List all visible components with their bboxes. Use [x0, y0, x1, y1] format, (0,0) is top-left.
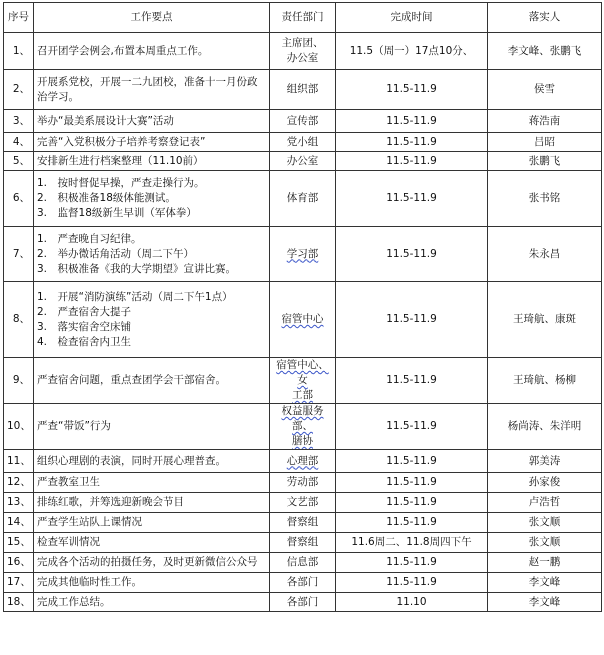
dept-line: 宣传部	[286, 114, 319, 127]
dept-line: 膳协	[292, 435, 313, 447]
row-number: 6、	[4, 171, 34, 227]
task-cell	[34, 593, 270, 612]
owner-cell: 李文峰、张鹏飞	[488, 33, 602, 70]
dept-cell	[270, 33, 336, 70]
time-cell: 11.5（周一）17点10分、	[336, 33, 488, 70]
task-line: 检查军训情况	[37, 536, 100, 548]
dept-line: 工部	[292, 389, 313, 401]
dept-line: 劳动部	[286, 476, 319, 488]
table-row	[4, 33, 602, 70]
task-cell	[34, 282, 270, 358]
owner-cell: 吕昭	[488, 133, 602, 152]
dept-line: 文艺部	[286, 496, 319, 508]
row-number: 16、	[4, 553, 34, 573]
dept-cell	[270, 573, 336, 593]
dept-cell	[270, 358, 336, 404]
time-cell: 11.5-11.9	[336, 70, 488, 110]
row-number: 7、	[4, 227, 34, 282]
dept-cell	[270, 513, 336, 533]
table-row	[4, 473, 602, 493]
table-row	[4, 533, 602, 553]
table-row	[4, 450, 602, 473]
dept-cell	[270, 110, 336, 133]
time-cell: 11.5-11.9	[336, 227, 488, 282]
task-line: 1. 严查晚自习纪律。	[37, 232, 142, 245]
dept-line: 督察组	[286, 516, 319, 528]
task-line: 排练红歌，并筹选迎新晚会节目	[37, 496, 184, 508]
task-line: 3. 积极准备《我的大学期望》宣讲比赛。	[37, 262, 237, 275]
task-line: 召开团学会例会,布置本周重点工作。	[37, 44, 209, 57]
task-cell	[34, 450, 270, 473]
time-cell: 11.5-11.9	[336, 110, 488, 133]
work-plan-table	[3, 2, 602, 612]
dept-line: 党小组	[286, 135, 319, 148]
time-cell: 11.5-11.9	[336, 404, 488, 450]
row-number: 17、	[4, 573, 34, 593]
time-cell: 11.5-11.9	[336, 553, 488, 573]
table-row	[4, 358, 602, 404]
task-cell	[34, 358, 270, 404]
dept-cell	[270, 404, 336, 450]
task-cell	[34, 171, 270, 227]
owner-cell: 杨尚涛、朱洋明	[488, 404, 602, 450]
row-number: 9、	[4, 358, 34, 404]
row-number: 12、	[4, 473, 34, 493]
row-number: 18、	[4, 593, 34, 612]
dept-line: 办公室	[286, 154, 319, 167]
table-row	[4, 553, 602, 573]
dept-cell	[270, 450, 336, 473]
owner-cell: 朱永昌	[488, 227, 602, 282]
time-cell: 11.5-11.9	[336, 152, 488, 171]
owner-cell: 李文峰	[488, 573, 602, 593]
dept-line: 心理部	[286, 454, 319, 467]
task-cell	[34, 110, 270, 133]
row-number: 2、	[4, 70, 34, 110]
table-header-row	[4, 3, 602, 33]
task-line: 完善“入党积极分子培养考察登记表”	[37, 135, 206, 148]
dept-cell	[270, 473, 336, 493]
row-number: 4、	[4, 133, 34, 152]
dept-line: 各部门	[286, 576, 319, 588]
header-time: 完成时间	[336, 3, 488, 33]
row-number: 5、	[4, 152, 34, 171]
dept-line: 各部门	[286, 595, 319, 608]
task-line: 3. 监督18级新生早训（军体拳）	[37, 207, 197, 219]
task-line: 严查学生站队上课情况	[37, 516, 142, 528]
dept-cell	[270, 70, 336, 110]
time-cell: 11.5-11.9	[336, 450, 488, 473]
task-line: 1. 开展“消防演练”活动（周二下午1点）	[37, 290, 233, 303]
owner-cell: 孙家俊	[488, 473, 602, 493]
header-num: 序号	[4, 3, 34, 33]
table-row	[4, 573, 602, 593]
dept-cell	[270, 171, 336, 227]
owner-cell: 张文顺	[488, 533, 602, 553]
row-number: 11、	[4, 450, 34, 473]
dept-cell	[270, 553, 336, 573]
task-line: 治学习。	[37, 90, 79, 103]
owner-cell: 赵一鹏	[488, 553, 602, 573]
task-cell	[34, 473, 270, 493]
table-row	[4, 282, 602, 358]
table-row	[4, 152, 602, 171]
task-cell	[34, 513, 270, 533]
owner-cell: 侯雪	[488, 70, 602, 110]
owner-cell: 蒋浩南	[488, 110, 602, 133]
dept-line: 体育部	[286, 192, 319, 204]
table-row	[4, 70, 602, 110]
owner-cell: 王琦航、杨柳	[488, 358, 602, 404]
task-cell	[34, 553, 270, 573]
owner-cell: 张文顺	[488, 513, 602, 533]
task-line: 严查宿舍问题，重点查团学会干部宿舍。	[37, 374, 226, 386]
time-cell: 11.5-11.9	[336, 133, 488, 152]
task-line: 4. 检查宿舍内卫生	[37, 335, 132, 348]
row-number: 3、	[4, 110, 34, 133]
row-number: 1、	[4, 33, 34, 70]
dept-line: 督察组	[286, 536, 319, 548]
dept-line: 组织部	[286, 83, 319, 95]
task-line: 完成各个活动的拍摄任务，及时更新微信公众号	[37, 556, 258, 568]
owner-cell: 张鹏飞	[488, 152, 602, 171]
dept-cell	[270, 227, 336, 282]
row-number: 8、	[4, 282, 34, 358]
time-cell: 11.5-11.9	[336, 282, 488, 358]
task-cell	[34, 33, 270, 70]
time-cell: 11.5-11.9	[336, 473, 488, 493]
task-line: 安排新生进行档案整理（11.10前）	[37, 154, 204, 167]
task-line: 严查“带饭”行为	[37, 420, 111, 432]
task-cell	[34, 573, 270, 593]
task-line: 举办“最美系展设计大赛”活动	[37, 114, 174, 127]
task-cell	[34, 493, 270, 513]
dept-line: 信息部	[286, 556, 319, 568]
time-cell: 11.10	[336, 593, 488, 612]
dept-cell	[270, 533, 336, 553]
dept-cell	[270, 133, 336, 152]
table-row	[4, 593, 602, 612]
task-cell	[34, 70, 270, 110]
task-line: 严查教室卫生	[37, 476, 100, 488]
task-cell	[34, 533, 270, 553]
time-cell: 11.5-11.9	[336, 358, 488, 404]
owner-cell: 李文峰	[488, 593, 602, 612]
owner-cell: 张书铭	[488, 171, 602, 227]
header-dept: 责任部门	[270, 3, 336, 33]
task-cell	[34, 152, 270, 171]
task-line: 完成工作总结。	[37, 595, 111, 608]
task-line: 1. 按时督促早操，严查走操行为。	[37, 177, 205, 189]
row-number: 15、	[4, 533, 34, 553]
owner-cell: 卢浩哲	[488, 493, 602, 513]
task-line: 组织心理剧的表演，同时开展心理普查。	[37, 454, 226, 467]
table-row	[4, 133, 602, 152]
table-row	[4, 404, 602, 450]
row-number: 10、	[4, 404, 34, 450]
dept-cell	[270, 493, 336, 513]
row-number: 14、	[4, 513, 34, 533]
table-row	[4, 493, 602, 513]
task-line: 2. 积极准备18级体能测试。	[37, 192, 176, 204]
row-number: 13、	[4, 493, 34, 513]
time-cell: 11.5-11.9	[336, 493, 488, 513]
table-body	[4, 33, 602, 612]
owner-cell: 王琦航、康斑	[488, 282, 602, 358]
task-line: 完成其他临时性工作。	[37, 576, 142, 588]
dept-line: 宿管中心	[281, 313, 324, 325]
time-cell: 11.6周二、11.8周四下午	[336, 533, 488, 553]
header-owner: 落实人	[488, 3, 602, 33]
dept-cell	[270, 282, 336, 358]
dept-line: 宿管中心、女	[276, 359, 329, 386]
time-cell: 11.5-11.9	[336, 171, 488, 227]
dept-line: 学习部	[286, 247, 319, 260]
task-cell	[34, 227, 270, 282]
table-row	[4, 513, 602, 533]
dept-cell	[270, 152, 336, 171]
time-cell: 11.5-11.9	[336, 513, 488, 533]
dept-line: 办公室	[286, 52, 319, 64]
dept-line: 权益服务部、	[281, 405, 324, 432]
owner-cell: 郭美涛	[488, 450, 602, 473]
task-line: 开展系党校，开展一二九团校，准备十一月份政	[37, 75, 258, 88]
time-cell: 11.5-11.9	[336, 573, 488, 593]
table-row	[4, 227, 602, 282]
dept-cell	[270, 593, 336, 612]
task-line: 3. 落实宿舍空床铺	[37, 320, 132, 333]
task-line: 2. 严查宿舍大提子	[37, 305, 132, 318]
header-task: 工作要点	[34, 3, 270, 33]
task-cell	[34, 404, 270, 450]
dept-line: 主席团、	[281, 37, 324, 49]
task-line: 2. 举办微话角活动（周二下午）	[37, 247, 195, 260]
table-row	[4, 171, 602, 227]
task-cell	[34, 133, 270, 152]
table-row	[4, 110, 602, 133]
